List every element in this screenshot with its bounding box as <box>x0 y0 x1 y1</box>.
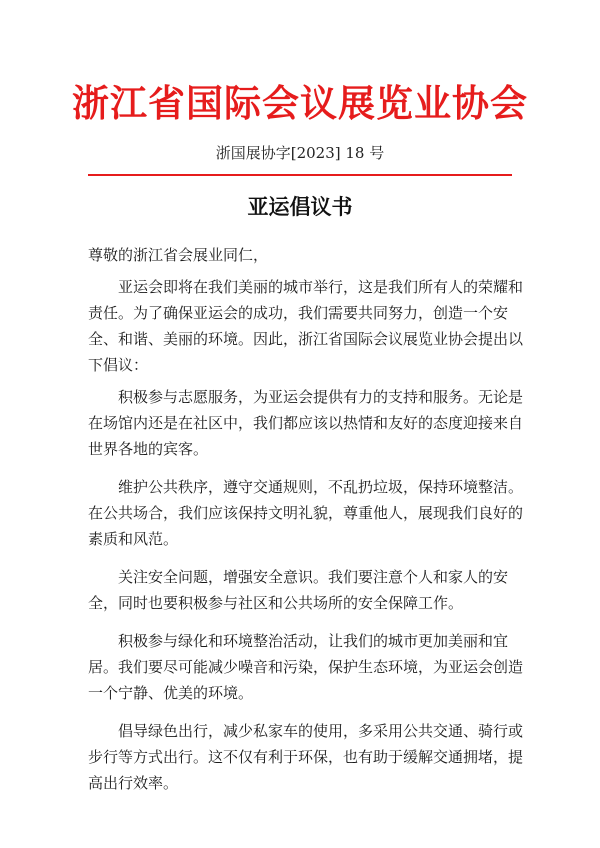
paragraph-gap <box>88 706 528 718</box>
red-divider-line <box>88 174 512 176</box>
organization-title: 浙江省国际会议展览业协会 <box>72 82 528 125</box>
document-number: 浙国展协字[2023] 18 号 <box>215 144 385 162</box>
paragraph-gap <box>88 616 528 628</box>
document-body <box>88 242 528 796</box>
document-title: 亚运倡议书 <box>247 194 353 219</box>
paragraph-1: 亚运会即将在我们美丽的城市举行，这是我们所有人的荣耀和责任。为了确保亚运会的成功，我们需要共同努力，创造一个安全、和谐、美丽的环境。因此，浙江省国际会议展览业协会提出以下倡议： <box>88 278 524 374</box>
salutation: 尊敬的浙江省会展业同仁， <box>88 246 269 264</box>
paragraph-2: 积极参与志愿服务，为亚运会提供有力的支持和服务。无论是在场馆内还是在社区中，我们都应该以热情和友好的态度迎接来自世界各地的宾客。 <box>88 388 524 458</box>
paragraph-6: 倡导绿色出行，减少私家车的使用，多采用公共交通、骑行或步行等方式出行。这不仅有利于环保，也有助于缓解交通拥堵，提高出行效率。 <box>88 722 524 792</box>
paragraph-3: 维护公共秩序，遵守交通规则，不乱扔垃圾，保持环境整洁。在公共场合，我们应该保持文明礼貌，尊重他人，展现我们良好的素质和风范。 <box>88 478 524 548</box>
paragraph-gap <box>88 552 528 564</box>
paragraph-5: 积极参与绿化和环境整治活动，让我们的城市更加美丽和宜居。我们要尽可能减少噪音和污染，保护生态环境，为亚运会创造一个宁静、优美的环境。 <box>88 632 524 702</box>
paragraph-gap <box>88 462 528 474</box>
paragraph-4: 关注安全问题，增强安全意识。我们要注意个人和家人的安全，同时也要积极参与社区和公共场所的安全保障工作。 <box>88 568 509 612</box>
